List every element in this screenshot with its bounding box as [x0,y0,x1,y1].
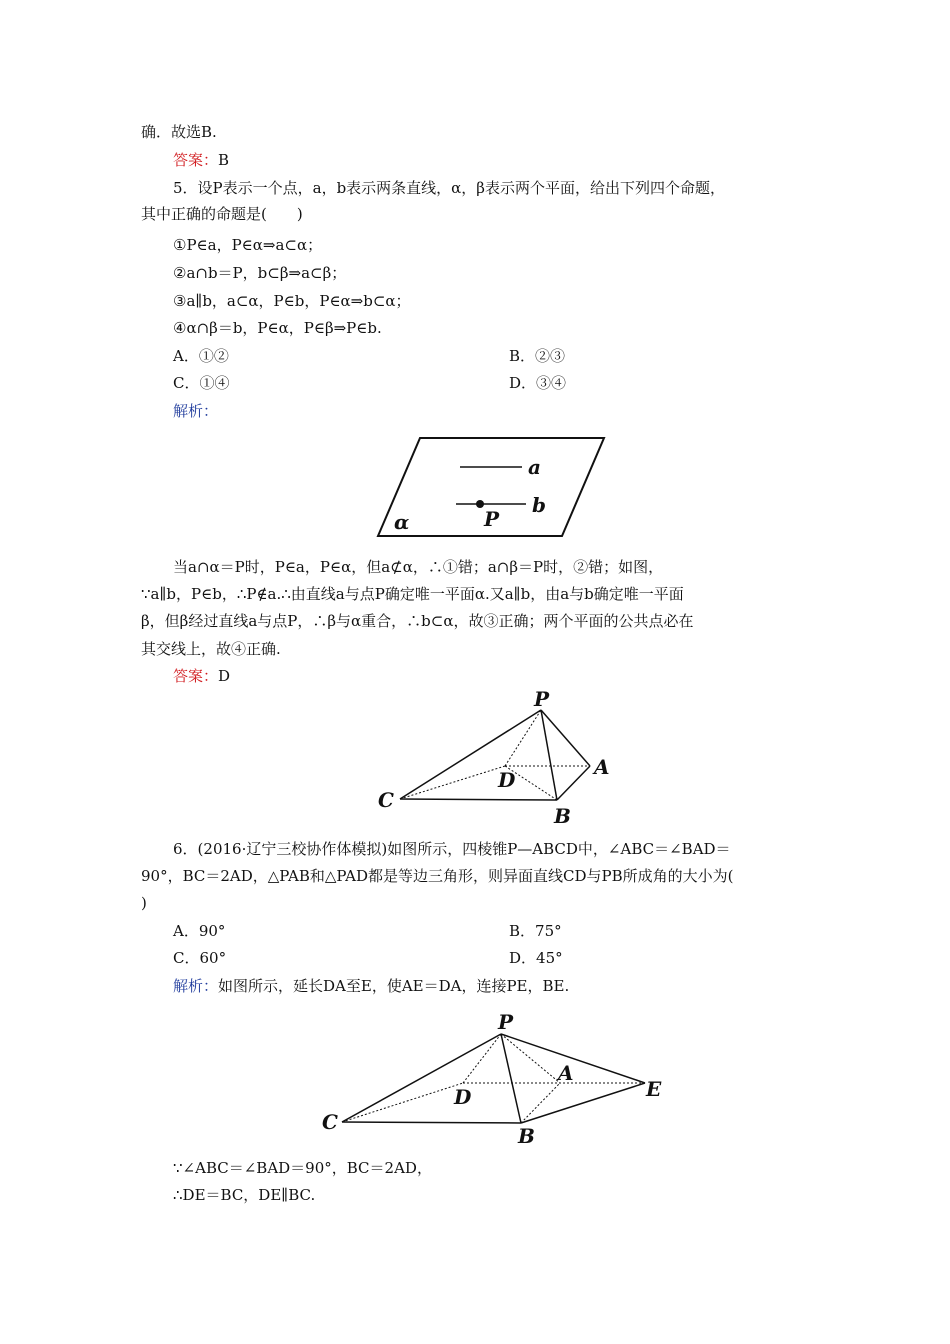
q5-proposition-2: ②a∩b＝P，b⊂β⇒a⊂β； [173,264,347,282]
q6-option-d: D．45° [509,949,563,967]
q5-analysis-1: 当a∩α＝P时，P∈a，P∈α，但a⊄α，∴①错；a∩β＝P时，②错；如图， [173,558,664,576]
q6-option-a: A．90° [173,922,226,940]
point-p [476,500,484,508]
label-d: D [498,768,516,792]
q5-proposition-4: ④α∩β＝b，P∈α，P∈β⇒P∈b. [173,319,382,337]
label-c: C [322,1110,338,1134]
q6-option-c: C．60° [173,949,227,967]
q5-stem-1: 5．设P表示一个点，a，b表示两条直线，α，β表示两个平面，给出下列四个命题， [173,179,725,197]
figure-plane-lines [370,432,610,542]
label-e: E [646,1077,662,1101]
q5-analysis-4: 其交线上，故④正确. [141,640,281,658]
q5-option-c: C．①④ [173,374,230,392]
label-a: A [594,755,610,779]
q6-stem-3: ) [141,894,147,912]
answer-label: 答案： [173,667,219,685]
answer-4 [173,150,845,170]
q6-step-2: ∴DE＝BC，DE∥BC. [173,1186,316,1204]
label-p: P [534,690,550,711]
q5-option-d: D．③④ [509,374,567,392]
label-d: D [454,1085,472,1109]
q5-analysis-2: ∵a∥b，P∈b，∴P∉a.∴由直线a与点P确定唯一平面α.又a∥b，由a与b确定唯一平面 [141,585,684,603]
q5-proposition-3: ③a∥b，a⊂α，P∈b，P∈α⇒b⊂α； [173,292,411,310]
figure-pyramid [370,690,620,830]
answer-value: B [218,151,230,169]
label-a: a [528,455,541,479]
label-c: C [378,788,394,812]
q6-stem-2: 90°，BC＝2AD，△PAB和△PAD都是等边三角形，则异面直线CD与PB所成角的大小为( [141,867,734,885]
q6-option-b: B．75° [509,922,562,940]
q5-analysis-label: 解析： [173,402,219,420]
label-alpha: α [394,510,410,534]
q6-stem-1: 6．(2016·辽宁三校协作体模拟)如图所示，四棱锥P—ABCD中，∠ABC＝∠BAD＝ [173,840,731,858]
q5-stem-2: 其中正确的命题是( ) [141,205,303,223]
answer-value: D [218,667,231,685]
label-p: P [498,1010,514,1034]
answer-label: 答案： [173,151,219,169]
label-b: B [554,804,571,828]
label-p: P [484,507,500,531]
q5-option-a: A．①② [173,347,229,365]
analysis-label: 解析： [173,977,219,995]
label-a: A [558,1061,574,1085]
label-b: B [518,1124,535,1148]
line-1: 确．故选B. [141,123,217,141]
answer-5 [173,666,845,686]
figure-pyramid-extended [320,1008,670,1148]
q6-analysis [173,976,845,996]
q6-step-1: ∵∠ABC＝∠BAD＝90°，BC＝2AD， [173,1159,432,1177]
q5-proposition-1: ①P∈a，P∈α⇒a⊂α； [173,236,323,254]
q5-analysis-3: β，但β经过直线a与点P，∴β与α重合，∴b⊂α，故③正确；两个平面的公共点必在 [141,612,694,630]
label-b: b [532,493,546,517]
analysis-text: 如图所示，延长DA至E，使AE＝DA，连接PE，BE. [218,977,570,995]
q5-option-b: B．②③ [509,347,566,365]
